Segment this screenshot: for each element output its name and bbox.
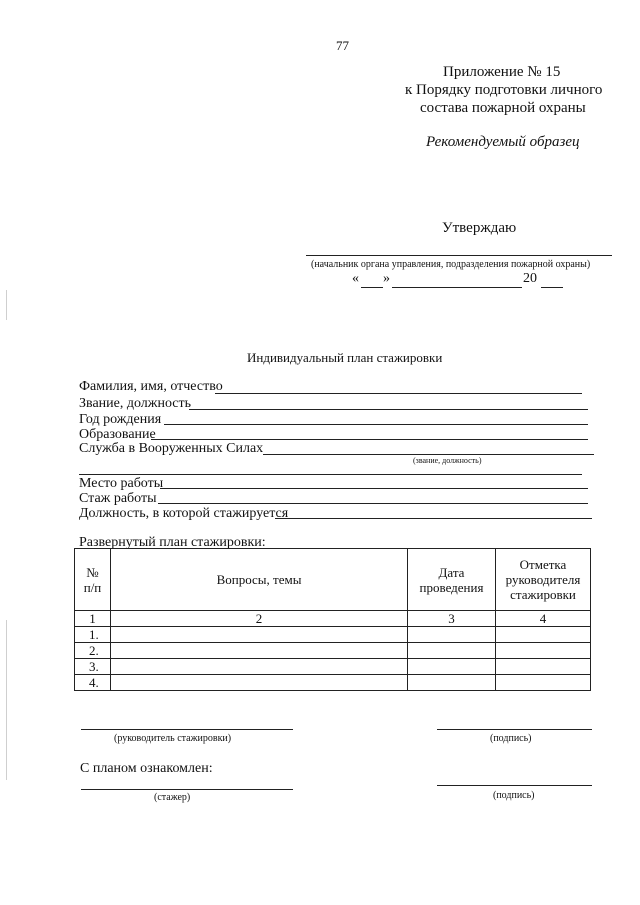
row-topic-cell[interactable] xyxy=(111,659,408,675)
trainee-sign-line[interactable] xyxy=(437,785,592,786)
column-number-cell: 2 xyxy=(111,611,408,627)
table-column-numbers-row xyxy=(75,611,591,627)
field-line-rank[interactable] xyxy=(189,409,588,410)
field-line-birth[interactable] xyxy=(164,424,588,425)
page-number: 77 xyxy=(336,38,349,53)
header-mentor-mark: Отметка руководителя стажировки xyxy=(496,549,591,611)
table-row xyxy=(75,675,591,691)
field-label-army: Служба в Вооруженных Силах xyxy=(79,441,264,456)
row-date-cell[interactable] xyxy=(408,627,496,643)
field-line-army-2[interactable] xyxy=(79,474,582,475)
trainee-caption: (стажер) xyxy=(154,792,191,803)
date-year-line[interactable] xyxy=(541,287,563,288)
row-topic-cell[interactable] xyxy=(111,627,408,643)
appendix-line-2: к Порядку подготовки личного xyxy=(405,82,603,98)
field-label-position: Должность, в которой стажируется xyxy=(79,506,289,521)
appendix-line-3: состава пожарной охраны xyxy=(420,100,586,116)
appendix-line-1: Приложение № 15 xyxy=(443,64,561,80)
header-topics: Вопросы, темы xyxy=(111,549,408,611)
row-mark-cell[interactable] xyxy=(496,627,591,643)
mentor-caption: (руководитель стажировки) xyxy=(114,733,232,744)
row-mark-cell[interactable] xyxy=(496,675,591,691)
field-label-experience: Стаж работы xyxy=(79,491,157,506)
header-date: Дата проведения xyxy=(408,549,496,611)
column-number-cell: 4 xyxy=(496,611,591,627)
row-date-cell[interactable] xyxy=(408,675,496,691)
row-number: 3. xyxy=(75,659,111,675)
field-line-position[interactable] xyxy=(275,518,592,519)
scan-artifact xyxy=(6,290,7,320)
field-line-army[interactable] xyxy=(263,454,594,455)
field-label-rank: Звание, должность xyxy=(79,396,192,411)
date-day-line[interactable] xyxy=(361,287,383,288)
approve-signature-line xyxy=(306,255,612,256)
trainee-sign-caption: (подпись) xyxy=(493,790,535,801)
trainee-signature-line[interactable] xyxy=(81,789,293,790)
row-mark-cell[interactable] xyxy=(496,659,591,675)
table-header-row xyxy=(75,549,591,611)
row-topic-cell[interactable] xyxy=(111,675,408,691)
approve-label: Утверждаю xyxy=(442,220,517,236)
date-close-quote: » xyxy=(383,271,390,286)
column-number-cell: 3 xyxy=(408,611,496,627)
date-year-prefix: 20 xyxy=(523,271,537,286)
date-month-line[interactable] xyxy=(392,287,522,288)
document-title: Индивидуальный план стажировки xyxy=(247,350,443,365)
table-row xyxy=(75,627,591,643)
column-number-cell: 1 xyxy=(75,611,111,627)
scan-artifact xyxy=(6,620,7,780)
field-line-education[interactable] xyxy=(151,439,588,440)
mentor-sign-line[interactable] xyxy=(437,729,592,730)
plan-label: Развернутый план стажировки: xyxy=(79,535,266,550)
row-number: 4. xyxy=(75,675,111,691)
field-line-experience[interactable] xyxy=(158,503,588,504)
plan-table xyxy=(74,548,591,691)
recommended-sample: Рекомендуемый образец xyxy=(426,134,580,150)
mentor-sign-caption: (подпись) xyxy=(490,733,532,744)
mentor-signature-line[interactable] xyxy=(81,729,293,730)
acquainted-label: С планом ознакомлен: xyxy=(80,761,213,776)
field-label-fio: Фамилия, имя, отчество xyxy=(79,379,223,394)
row-mark-cell[interactable] xyxy=(496,643,591,659)
field-line-fio[interactable] xyxy=(215,393,582,394)
field-label-education: Образование xyxy=(79,427,156,442)
header-number: № п/п xyxy=(75,549,111,611)
field-line-workplace[interactable] xyxy=(160,488,588,489)
field-caption-army: (звание, должность) xyxy=(413,456,482,465)
row-date-cell[interactable] xyxy=(408,659,496,675)
table-row xyxy=(75,659,591,675)
table-row xyxy=(75,643,591,659)
row-date-cell[interactable] xyxy=(408,643,496,659)
row-topic-cell[interactable] xyxy=(111,643,408,659)
row-number: 2. xyxy=(75,643,111,659)
approve-caption: (начальник органа управления, подразделения пожарной охраны) xyxy=(311,259,591,270)
field-label-birth: Год рождения xyxy=(79,412,162,427)
date-open-quote: « xyxy=(352,271,359,286)
row-number: 1. xyxy=(75,627,111,643)
field-label-workplace: Место работы xyxy=(79,476,164,491)
